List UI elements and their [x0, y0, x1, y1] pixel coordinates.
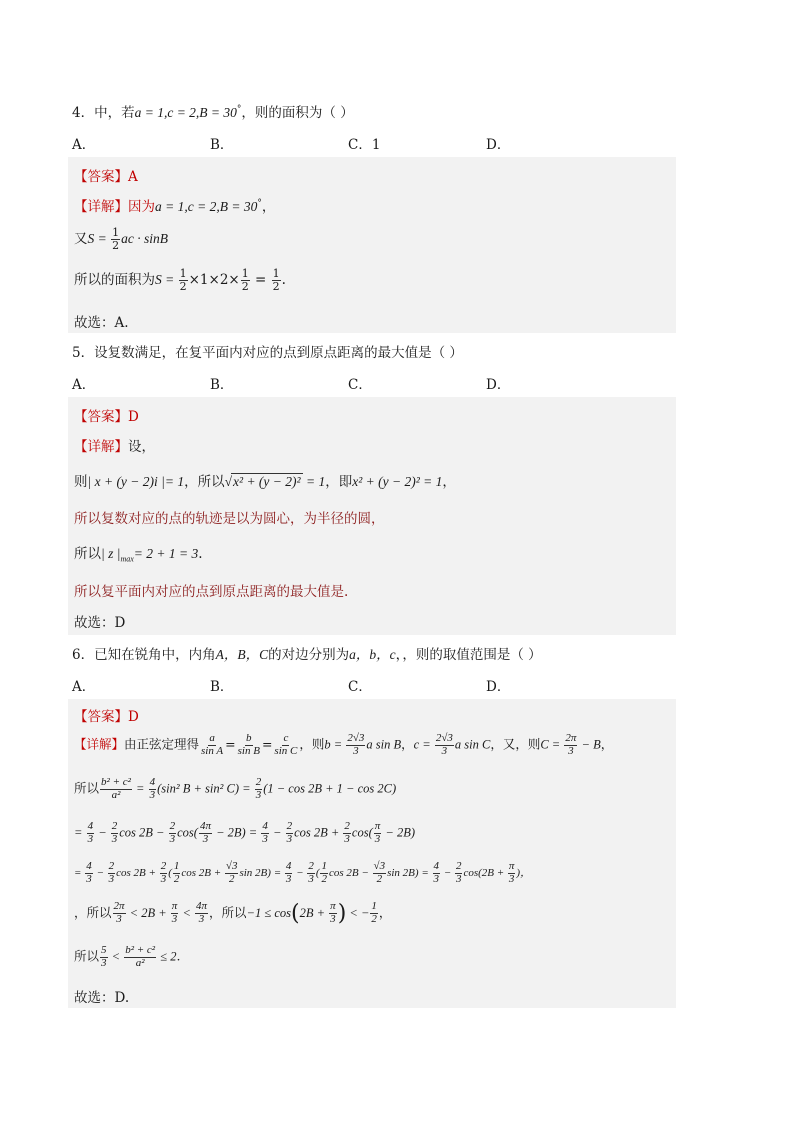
fraction: $\frac{1}{2}$: [272, 267, 280, 293]
q6-detail-line-3: = $\frac{4}{3}$ − $\frac{2}{3}$ cos 2B − $\frac{2}{3}$ cos( $\frac{4\pi}{3}$ − 2B) = $\frac{4}{3}$ − $\frac{2}{3}$ cos 2B + $\frac{2}{3}$ cos( $\frac{\pi}{3}$ − 2B): [74, 820, 415, 845]
q4-option-b[interactable]: B．: [210, 137, 234, 153]
q6-answer-value: D: [128, 709, 139, 725]
q4-answer: 【答案】A: [74, 169, 138, 185]
q5-answer: 【答案】D: [74, 409, 139, 425]
question-5-stem: 5．设复数满足，在复平面内对应的点到原点距离的最大值是（ ）: [72, 345, 463, 361]
fraction: $\frac{1}{2}$: [241, 267, 249, 293]
q4-option-d[interactable]: D．: [486, 137, 511, 153]
q5-option-b[interactable]: B．: [210, 377, 234, 393]
q6-detail-line-5: ，所以 $\frac{2\pi}{3}$ < 2B + $\frac{\pi}{3}$ < $\frac{4\pi}{3}$ ，所以−1 ≤ cos(2B + $\frac{\pi}{3}$ ) < − $\frac{1}{2}$ ，: [74, 900, 392, 926]
q4-option-a[interactable]: A．: [72, 137, 96, 153]
q4-detail-line-1: 【详解】因为a = 1,c = 2,B = 30°，: [74, 198, 276, 215]
question-6-options: [72, 675, 672, 695]
q6-option-b[interactable]: B．: [210, 679, 234, 695]
q5-option-a[interactable]: A．: [72, 377, 96, 393]
q5-detail-line-1: 【详解】设，: [74, 439, 155, 455]
q5-detail-line-3: 所以复数对应的点的轨迹是以为圆心，为半径的圆，: [74, 511, 385, 527]
q5-solution-box: [68, 397, 676, 635]
q4-detail-line-2: 又S = $\frac{1}{2}$ ac · sinB: [74, 226, 168, 252]
question-6-stem: 6．已知在锐角中，内角A，B，C的对边分别为a，b，c，，则的取值范围是（ ）: [72, 647, 542, 663]
q4-answer-value: A: [128, 169, 138, 185]
q6-answer: 【答案】D: [74, 709, 139, 725]
q5-option-c[interactable]: C．: [348, 377, 372, 393]
q5-detail-line-2: 则| x + (y − 2)i |= 1，所以√x² + (y − 2)² = 1，即x² + (y − 2)² = 1，: [74, 474, 456, 490]
q6-solution-box: [68, 699, 676, 1008]
question-4-stem: [72, 101, 354, 121]
q4-stem-tail: ，则的面积为（ ）: [241, 105, 354, 121]
q4-detail-line-3: 所以的面积为S = $\frac{1}{2}$ ×1×2× $\frac{1}{2}$ = $\frac{1}{2}$ .: [74, 267, 286, 293]
q5-detail-line-4: 所以| z $|_{max}= 2 + 1 = 3$.: [74, 546, 203, 564]
q5-option-d[interactable]: D．: [486, 377, 511, 393]
fraction: $\frac{1}{2}$: [112, 226, 120, 252]
fraction: $\frac{1}{2}$: [179, 267, 187, 293]
q6-detail-line-4: = $\frac{4}{3}$ − $\frac{2}{3}$ cos 2B + $\frac{2}{3}$ ( $\frac{1}{2}$ cos 2B + $\frac{√3}{2}$ sin 2B) = $\frac{4}{3}$ − $\frac{2}{3}$ ( $\frac{1}{2}$ cos 2B − $\frac{√3}{2}$ sin 2B) = $\frac{4}{3}$ − $\frac{2}{3}$ cos(2B + $\frac{\pi}{3}$ )，: [74, 860, 532, 885]
q4-solution-box: [68, 157, 676, 333]
q4-choice: 故选：A.: [74, 315, 129, 331]
q5-answer-value: D: [128, 409, 139, 425]
q6-option-a[interactable]: A．: [72, 679, 96, 695]
q5-choice: 故选：D: [74, 615, 126, 631]
question-4-options: [72, 133, 672, 153]
q4-stem-text: 4．中，若: [72, 105, 135, 121]
question-5-options: [72, 373, 672, 393]
q6-detail-line-6: 所以 $\frac{5}{3}$ < $\frac{\text{b² + c²}}{\text{a²}}$ ≤ 2.: [74, 944, 181, 969]
q4-stem-math: a = 1,c = 2,B = 30: [134, 105, 237, 120]
q6-option-d[interactable]: D．: [486, 679, 511, 695]
q4-option-c[interactable]: C．1: [348, 137, 381, 153]
q6-choice: 故选：D.: [74, 990, 130, 1006]
q6-option-c[interactable]: C．: [348, 679, 372, 695]
q6-detail-line-1: 【详解】由正弦定理得 $\frac{a}{\text{sin A}}$ = $\frac{b}{\text{sin B}}$ = $\frac{c}{\text{sin C}}$ ，则b = $\frac{2√3}{3}$ a sin B，c = $\frac{2√3}{3}$ a sin C，又，则C = $\frac{2\pi}{3}$ − B，: [74, 732, 614, 757]
q6-detail-line-2: 所以 $\frac{\text{b² + c²}}{\text{a²}}$ = $\frac{4}{3}$ (sin² B + sin² C) = $\frac{2}{3}$ (1 − cos 2B + 1 − cos 2C): [74, 776, 397, 801]
q5-detail-line-5: 所以复平面内对应的点到原点距离的最大值是.: [74, 584, 349, 600]
q4-degree: °: [236, 104, 242, 115]
